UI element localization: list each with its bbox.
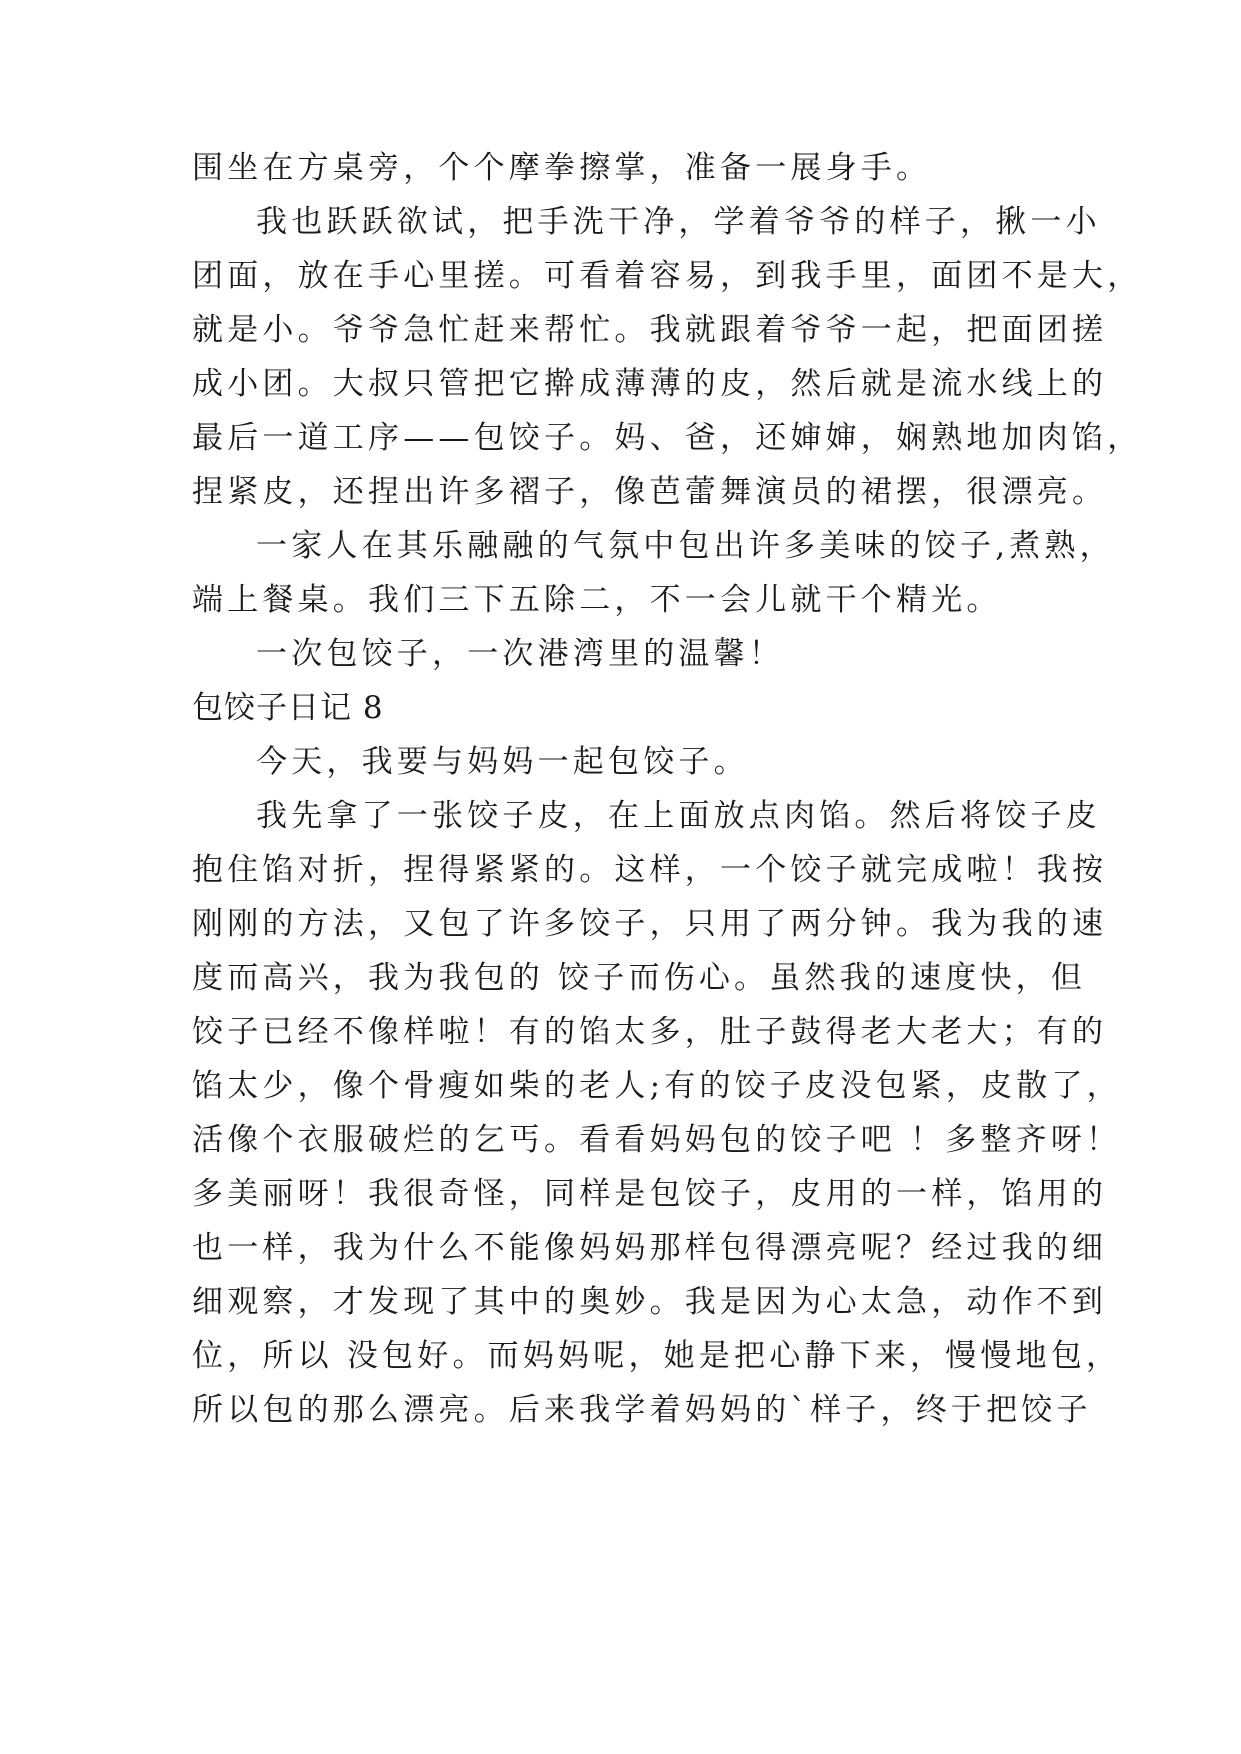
text-line: 最后一道工序——包饺子。妈、爸，还婶婶，娴熟地加肉馅， [192, 420, 1143, 456]
text-line: 就是小。爷爷急忙赶来帮忙。我就跟着爷爷一起，把面团搓 [192, 312, 1108, 348]
text-line: 所以包的那么漂亮。后来我学着妈妈的`样子，终于把饺子 [192, 1392, 1092, 1428]
text-line: 围坐在方桌旁，个个摩拳擦掌，准备一展身手。 [192, 150, 932, 186]
text-line: 多美丽呀！我很奇怪，同样是包饺子，皮用的一样，馅用的 [192, 1176, 1108, 1212]
text-line: 位，所以 没包好。而妈妈呢，她是把心静下来，慢慢地包， [192, 1338, 1122, 1374]
text-line: 端上餐桌。我们三下五除二，不一会儿就干个精光。 [192, 582, 1002, 618]
text-line: 抱住馅对折，捏得紧紧的。这样，一个饺子就完成啦！我按 [192, 852, 1108, 888]
text-line: 度而高兴，我为我包的 饺子而伤心。虽然我的速度快，但 [192, 960, 1087, 996]
paragraph-start: 一次包饺子，一次港湾里的温馨！ [256, 636, 784, 672]
text-line: 成小团。大叔只管把它擀成薄薄的皮，然后就是流水线上的 [192, 366, 1108, 402]
text-line: 馅太少，像个骨瘦如柴的老人;有的饺子皮没包紧，皮散了， [192, 1068, 1122, 1104]
text-line: 捏紧皮，还捏出许多褶子，像芭蕾舞演员的裙摆，很漂亮。 [192, 474, 1108, 510]
paragraph-start: 我也跃跃欲试，把手洗干净，学着爷爷的样子，揪一小 [256, 204, 1101, 240]
text-line: 刚刚的方法，又包了许多饺子，只用了两分钟。我为我的速 [192, 906, 1108, 942]
paragraph-start: 我先拿了一张饺子皮，在上面放点肉馅。然后将饺子皮 [256, 798, 1101, 834]
section-heading: 包饺子日记 8 [192, 690, 384, 726]
text-line: 饺子已经不像样啦！有的馅太多，肚子鼓得老大老大；有的 [192, 1014, 1108, 1050]
paragraph-start: 一家人在其乐融融的气氛中包出许多美味的饺子,煮熟， [256, 528, 1115, 564]
text-line: 也一样，我为什么不能像妈妈那样包得漂亮呢？经过我的细 [192, 1230, 1108, 1266]
text-line: 活像个衣服破烂的乞丐。看看妈妈包的饺子吧 ！多整齐呀！ [192, 1122, 1122, 1158]
paragraph-start: 今天，我要与妈妈一起包饺子。 [256, 744, 749, 780]
text-line: 团面，放在手心里搓。可看着容易，到我手里，面团不是大， [192, 258, 1143, 294]
text-line: 细观察，才发现了其中的奥妙。我是因为心太急，动作不到 [192, 1284, 1108, 1320]
